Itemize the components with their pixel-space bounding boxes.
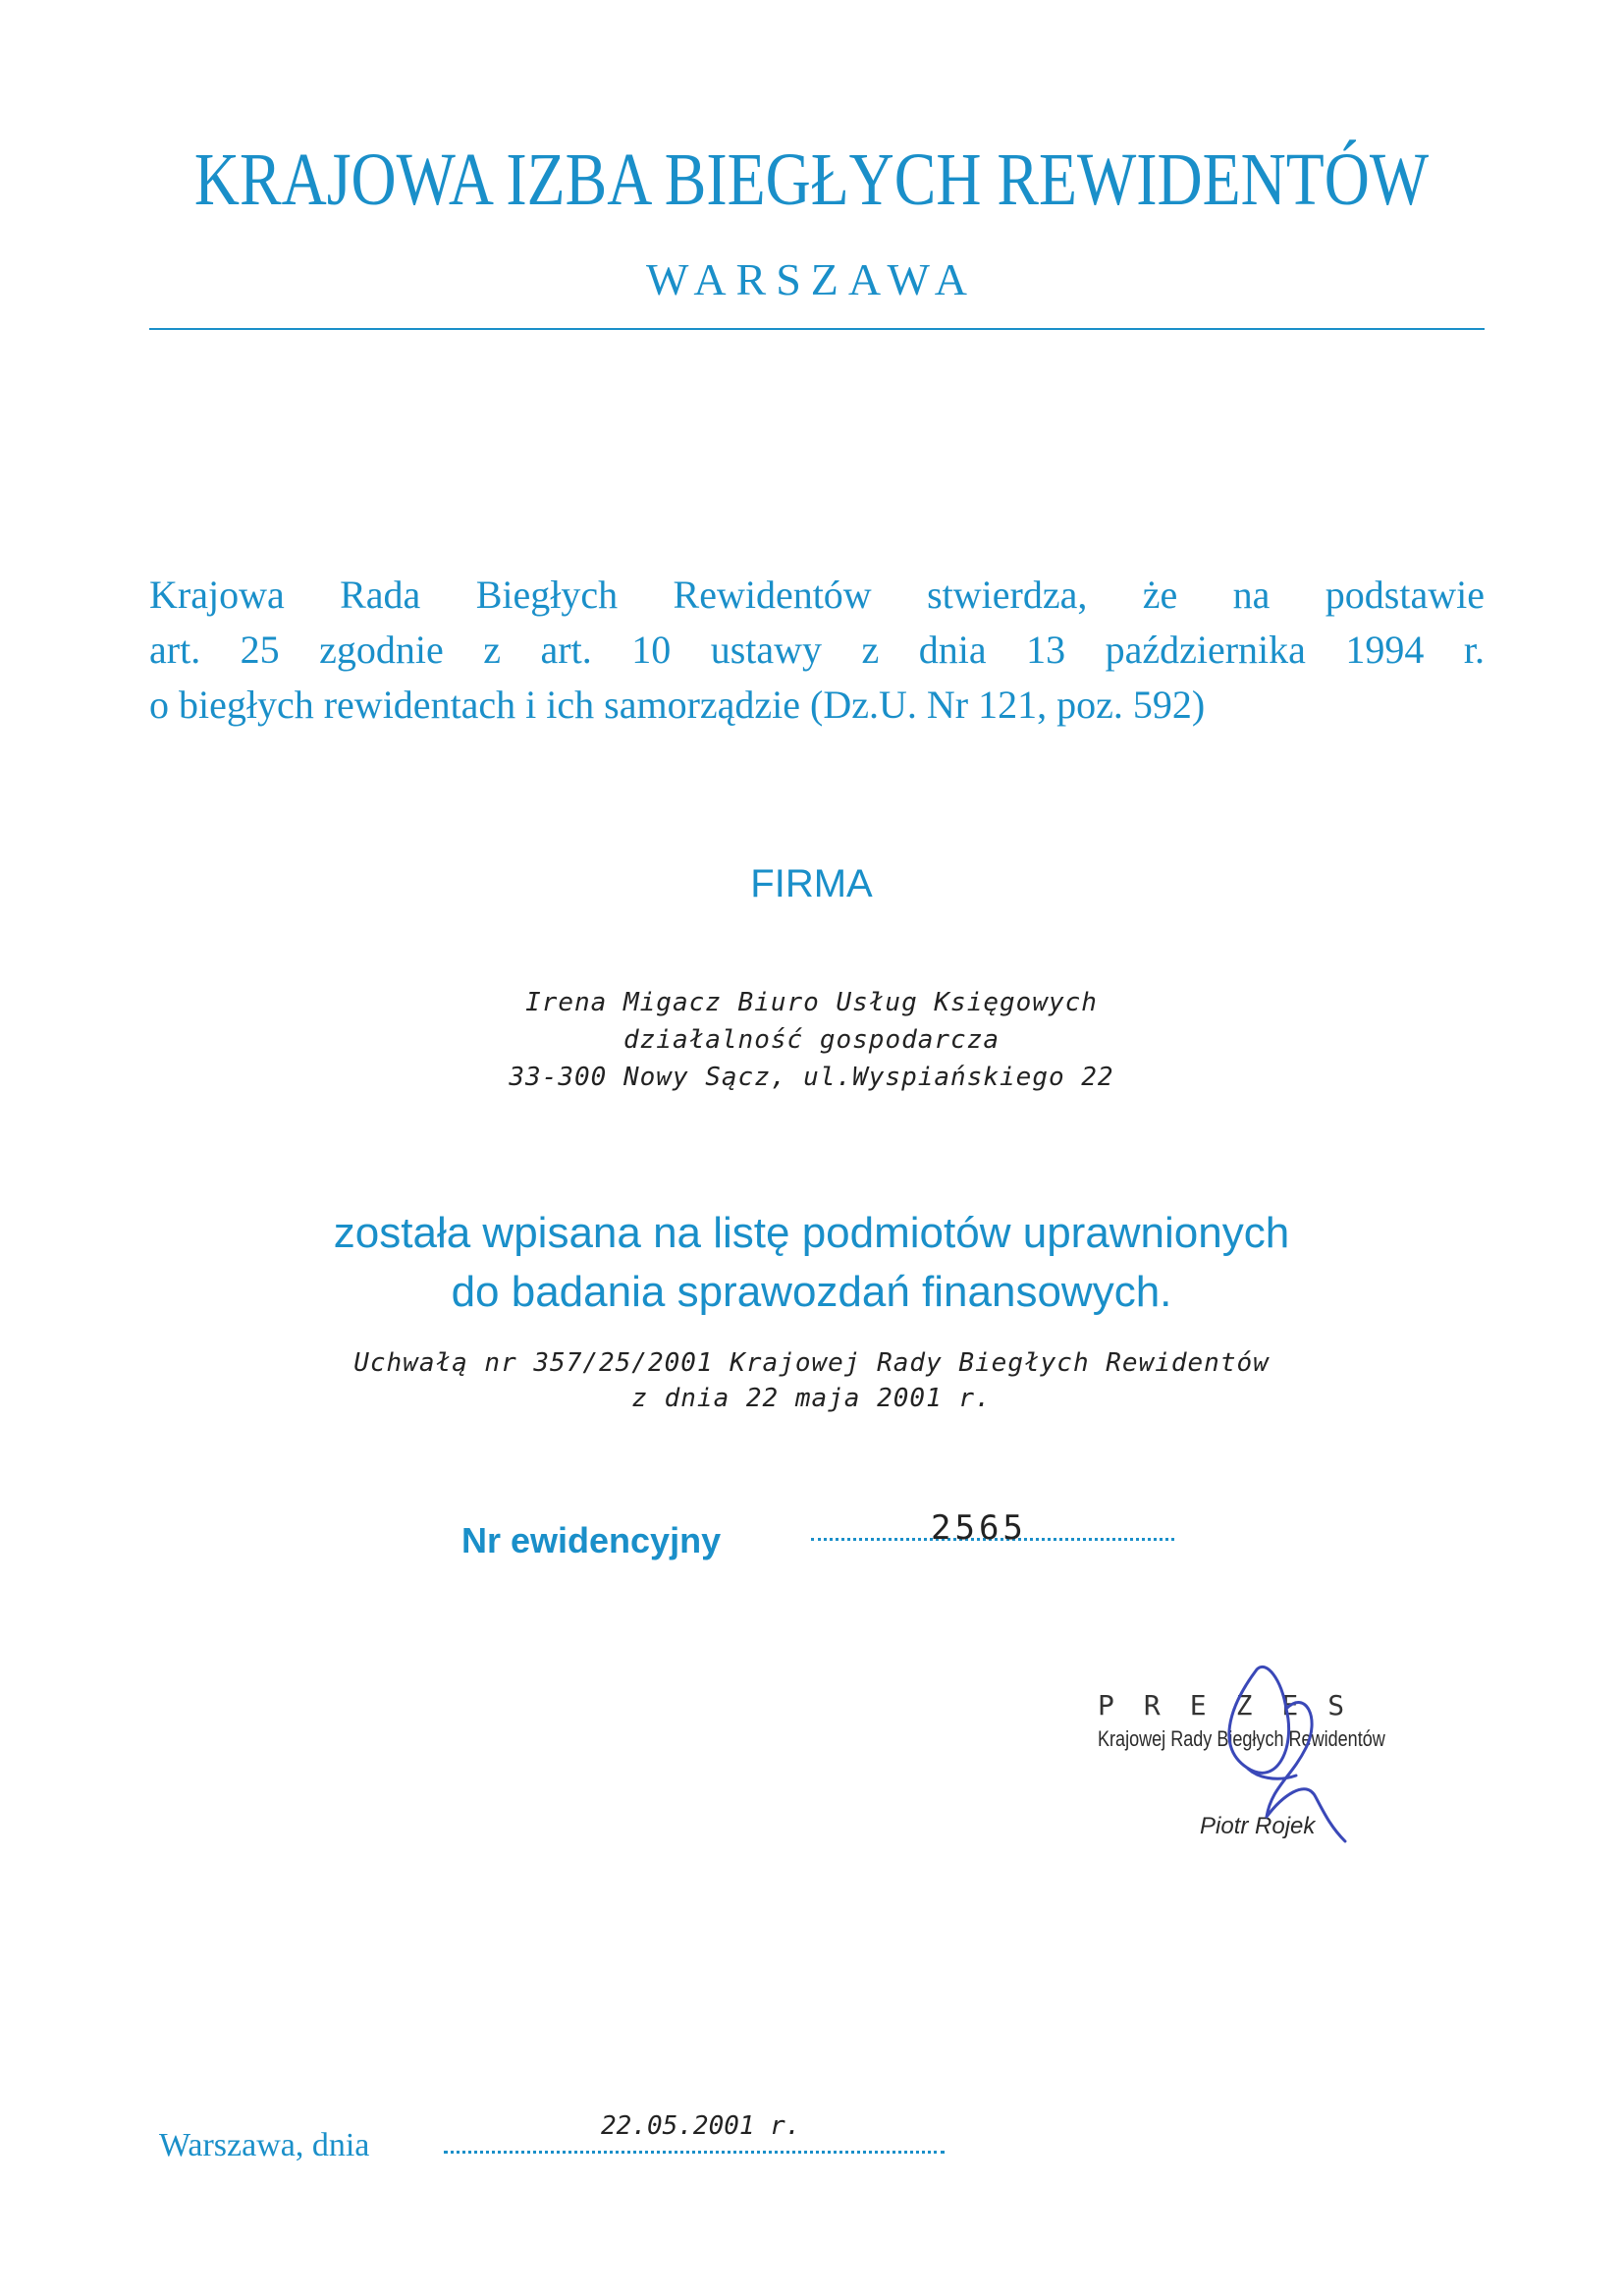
intro-line: o biegłych rewidentach i ich samorządzie (Dz.U. Nr 121, poz. 592) (149, 683, 1206, 727)
document-title: KRAJOWA IZBA BIEGŁYCH REWIDENTÓW (193, 138, 1430, 221)
intro-paragraph (149, 568, 1485, 733)
place-label: Warszawa, dnia (159, 2127, 370, 2163)
registration-label: Nr ewidencyjny (461, 1520, 722, 1560)
firm-name: Irena Migacz Biuro Usług Księgowych (525, 988, 1098, 1017)
listed-line: została wpisana na listę podmiotów uprawnionych (333, 1209, 1290, 1257)
listed-line: do badania sprawozdań finansowych. (451, 1268, 1172, 1316)
resolution-date: z dnia 22 maja 2001 r. (631, 1384, 992, 1413)
document-city: WARSZAWA (646, 254, 977, 304)
signature-icon (1188, 1630, 1384, 1856)
header-divider (149, 328, 1485, 330)
firm-type: działalność gospodarcza (622, 1025, 1001, 1055)
registration-number: 2565 (931, 1508, 1027, 1548)
issue-date: 22.05.2001 r. (601, 2111, 801, 2141)
resolution-line: Uchwałą nr 357/25/2001 Krajowej Rady Biegłych Rewidentów (353, 1348, 1270, 1378)
stamp-organization: Krajowej Rady Biegłych Rewidentów (1098, 1726, 1385, 1751)
listed-statement (0, 1204, 1623, 1322)
resolution-reference (0, 1345, 1623, 1416)
stamp-name: Piotr Rojek (1200, 1813, 1316, 1839)
firm-details (0, 984, 1623, 1096)
date-dotted-line (444, 2151, 945, 2154)
intro-line: Krajowa Rada Biegłych Rewidentów stwierdza, że na podstawie (149, 573, 1485, 617)
firm-address: 33-300 Nowy Sącz, ul.Wyspiańskiego 22 (509, 1063, 1114, 1092)
intro-line: art. 25 zgodnie z art. 10 ustawy z dnia 13 października 1994 r. (149, 628, 1485, 672)
firm-heading: FIRMA (750, 862, 873, 905)
stamp-title: PREZES (1098, 1689, 1375, 1722)
